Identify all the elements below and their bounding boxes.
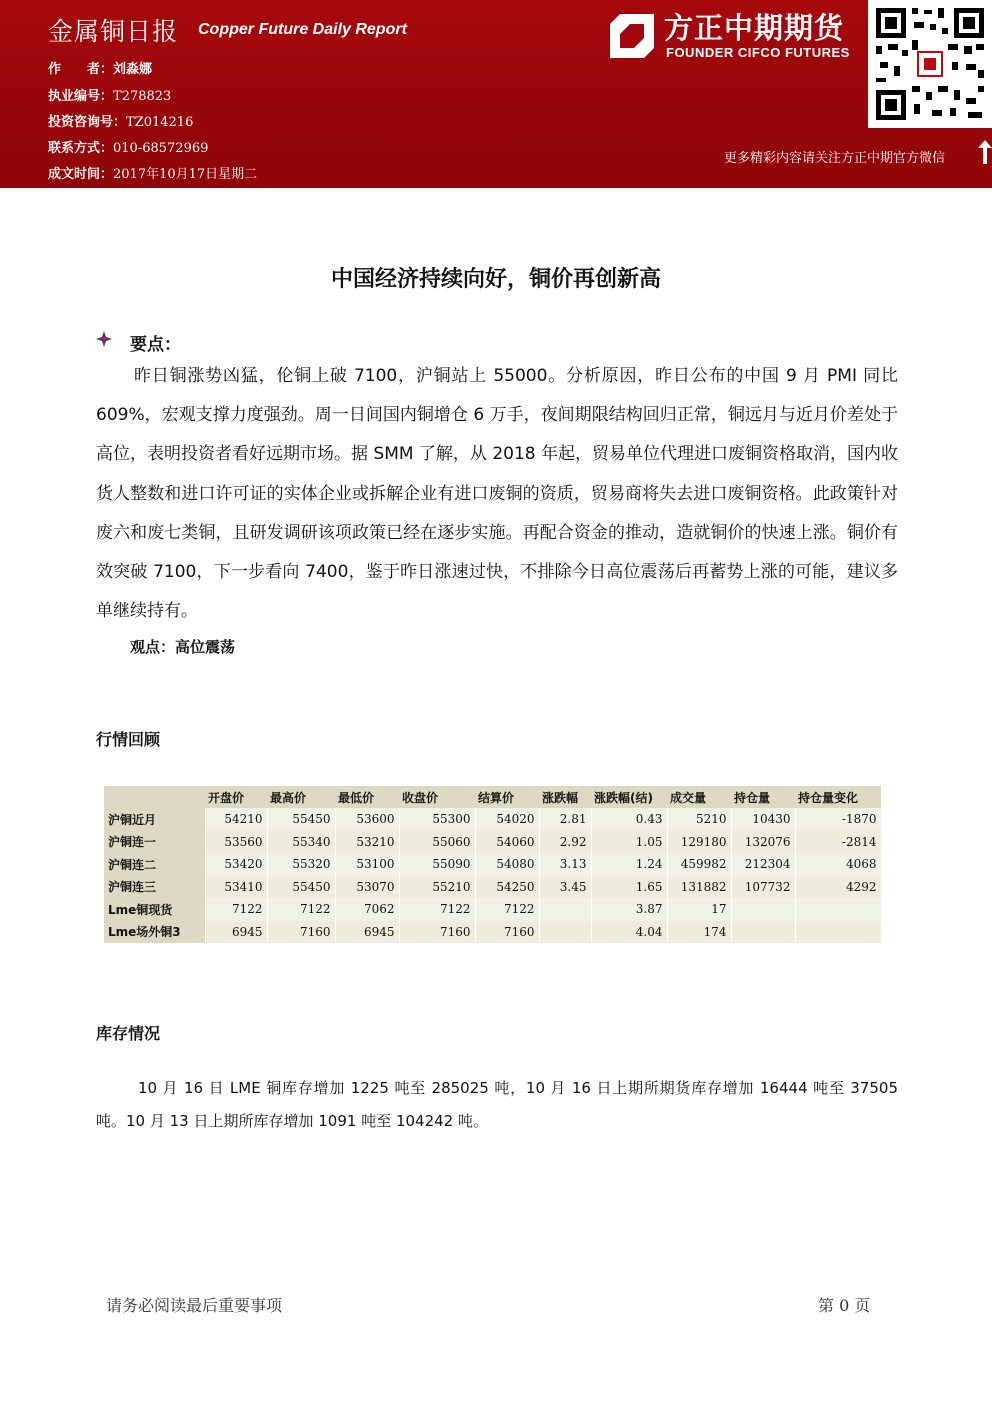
- cell: 55210: [399, 876, 475, 899]
- cell: 7062: [335, 898, 399, 921]
- cell: [731, 898, 795, 921]
- meta-consult-no: 投资咨询号：TZ014216: [48, 115, 194, 130]
- cell: 55340: [267, 831, 335, 854]
- cell: 4.04: [591, 921, 667, 944]
- quotes-table: [104, 786, 882, 943]
- cell: 54060: [475, 831, 539, 854]
- table-header-cell: 成交量: [667, 786, 731, 808]
- page-number: 第 0 页: [818, 1296, 871, 1315]
- cell: 54210: [205, 808, 267, 831]
- cell: 55450: [267, 808, 335, 831]
- cell: 17: [667, 898, 731, 921]
- table-header-cell: 持仓量变化: [795, 786, 881, 808]
- cell: 53560: [205, 831, 267, 854]
- cell: 7122: [399, 898, 475, 921]
- table-row: [104, 921, 881, 944]
- cell: 3.87: [591, 898, 667, 921]
- logo-cn-text: 方正中期期货: [664, 11, 845, 45]
- report-header: [0, 0, 992, 188]
- table-header-cell: 最高价: [267, 786, 335, 808]
- cell: 53070: [335, 876, 399, 899]
- cell: 55320: [267, 853, 335, 876]
- table-row: [104, 876, 881, 899]
- row-name: Lme场外铜3: [104, 921, 205, 944]
- cell: 7160: [475, 921, 539, 944]
- row-name: Lme铜现货: [104, 898, 205, 921]
- row-name: 沪铜连一: [104, 831, 205, 854]
- cell: 5210: [667, 808, 731, 831]
- cell: 6945: [335, 921, 399, 944]
- cell: 0.43: [591, 808, 667, 831]
- cell: 53600: [335, 808, 399, 831]
- wechat-qr-code[interactable]: [868, 0, 992, 128]
- table-header-cell: 结算价: [475, 786, 539, 808]
- table-row: [104, 831, 881, 854]
- inventory-paragraph: 10 月 16 日 LME 铜库存增加 1225 吨至 285025 吨，10 月 16 日上期所期货库存增加 16444 吨至 37505 吨。10 月 13 日上期所库存增加 1091 吨至 104242 吨。: [96, 1079, 898, 1130]
- cell: 131882: [667, 876, 731, 899]
- cell: 132076: [731, 831, 795, 854]
- cell: 129180: [667, 831, 731, 854]
- view-statement: 观点：高位震荡: [130, 638, 236, 656]
- meta-author: 作 者：刘淼娜: [48, 62, 153, 77]
- cell: 53210: [335, 831, 399, 854]
- cell: 3.13: [539, 853, 591, 876]
- table-row: [104, 853, 881, 876]
- meta-date: 成文时间：2017年10月17日星期二: [48, 167, 258, 182]
- meta-contact: 联系方式：010-68572969: [48, 141, 209, 156]
- cell: 7122: [267, 898, 335, 921]
- cell: [539, 921, 591, 944]
- cell: 55450: [267, 876, 335, 899]
- cell: 4068: [795, 853, 881, 876]
- cell: [539, 898, 591, 921]
- wechat-note: 更多精彩内容请关注方正中期官方微信: [724, 151, 946, 166]
- cell: 53410: [205, 876, 267, 899]
- table-header-cell: [104, 786, 205, 808]
- cell: 55300: [399, 808, 475, 831]
- cell: 54250: [475, 876, 539, 899]
- report-subtitle: Copper Future Daily Report: [198, 21, 407, 38]
- cell: 7160: [267, 921, 335, 944]
- table-header-cell: 持仓量: [731, 786, 795, 808]
- cell: 54080: [475, 853, 539, 876]
- bullet-icon: [96, 331, 112, 347]
- cell: 2.81: [539, 808, 591, 831]
- cell: 7122: [205, 898, 267, 921]
- cell: 7160: [399, 921, 475, 944]
- cell: 212304: [731, 853, 795, 876]
- article-title: 中国经济持续向好，铜价再创新高: [330, 267, 661, 292]
- cell: 1.24: [591, 853, 667, 876]
- cell: 2.92: [539, 831, 591, 854]
- table-row: [104, 898, 881, 921]
- cell: [731, 921, 795, 944]
- cell: 459982: [667, 853, 731, 876]
- cell: 6945: [205, 921, 267, 944]
- row-name: 沪铜连三: [104, 876, 205, 899]
- table-header-cell: 开盘价: [205, 786, 267, 808]
- cell: 107732: [731, 876, 795, 899]
- meta-license: 执业编号：T278823: [48, 89, 172, 104]
- market-review-heading: 行情回顾: [96, 730, 161, 749]
- cell: 54020: [475, 808, 539, 831]
- cell: 55090: [399, 853, 475, 876]
- table-header-row: [104, 786, 881, 808]
- arrow-up-icon: [978, 140, 992, 164]
- cell: 1.65: [591, 876, 667, 899]
- row-name: 沪铜连二: [104, 853, 205, 876]
- row-name: 沪铜近月: [104, 808, 205, 831]
- founder-logo-icon: [610, 14, 654, 58]
- keypoints-label: 要点：: [130, 335, 181, 355]
- table-header-cell: 涨跌幅: [539, 786, 591, 808]
- cell: 174: [667, 921, 731, 944]
- table-header-cell: 最低价: [335, 786, 399, 808]
- keypoints-paragraph: 昨日铜涨势凶猛，伦铜上破 7100，沪铜站上 55000。分析原因，昨日公布的中国 9 月 PMI 同比 609%，宏观支撑力度强劲。周一日间国内铜增仓 6 万手，夜间期限结构回归正常，铜远月与近月价差处于高位，表明投资者看好远期市场。据 SMM 了解，从 2018 年起，贸易单位代理进口废铜资格取消，国内收货人整数和进口许可证的实体企业或拆解企业有进口废铜的资质，贸易商将失去进口废铜资格。此政策针对废六和废七类铜，且研发调研该项政策已经在逐步实施。再配合资金的推动，造就铜价的快速上涨。铜价有效突破 7100，下一步看向 7400，鉴于昨日涨速过快，不排除今日高位震荡后再蓄势上涨的可能，建议多单继续持有。: [96, 366, 899, 622]
- footer-notice: 请务必阅读最后重要事项: [106, 1296, 283, 1315]
- cell: 3.45: [539, 876, 591, 899]
- table-header-cell: 涨跌幅(结): [591, 786, 667, 808]
- cell: 55060: [399, 831, 475, 854]
- cell: 53100: [335, 853, 399, 876]
- cell: -1870: [795, 808, 881, 831]
- table-row: [104, 808, 881, 831]
- logo-en-text: FOUNDER CIFCO FUTURES: [666, 45, 850, 60]
- cell: [795, 898, 881, 921]
- cell: 7122: [475, 898, 539, 921]
- table-header-cell: 收盘价: [399, 786, 475, 808]
- cell: -2814: [795, 831, 881, 854]
- cell: 4292: [795, 876, 881, 899]
- cell: 1.05: [591, 831, 667, 854]
- cell: [795, 921, 881, 944]
- report-title: 金属铜日报: [48, 17, 179, 46]
- inventory-heading: 库存情况: [96, 1024, 161, 1043]
- cell: 53420: [205, 853, 267, 876]
- cell: 10430: [731, 808, 795, 831]
